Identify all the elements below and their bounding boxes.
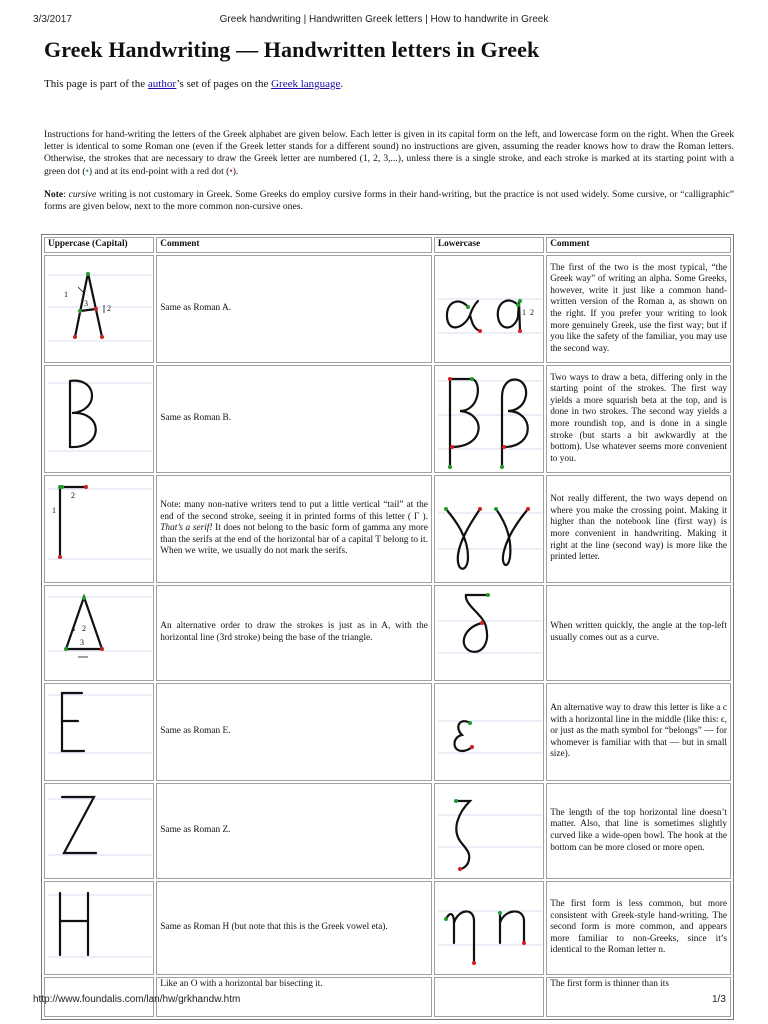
green-dot-icon: • — [85, 165, 89, 177]
table-row-gamma — [44, 475, 731, 583]
epsilon-lower-comment: An alternative way to draw this letter is like a c with a horizontal line in the middle (like this: ϵ, or just as the math symbol for “belongs” — for whomever is familiar with that — but in small size). — [546, 683, 731, 781]
print-date: 3/3/2017 — [33, 14, 72, 25]
stroke-number: 2 — [71, 491, 75, 500]
instructions-text-end: ). — [232, 165, 239, 177]
table-row-eta — [44, 881, 731, 975]
instructions-text-middle: ) and at its end-point with a red dot ( — [88, 165, 230, 177]
gamma-lower-comment: Not really different, the two ways depend on where you make the crossing point. Making it higher than the notebook line (first way) is more convenient in handwriting. Making it right at the line (second way) is more like the printed letter. — [546, 475, 731, 583]
epsilon-lower-drawing — [434, 683, 544, 781]
beta-lower-comment: Two ways to draw a beta, differing only in the starting point of the strokes. The first way yields a more squarish beta at the top, and is done in two strokes. The second way yields a more roundish top, and is done in a single stroke (but starts a bit awkwardly at the bottom). Use whatever seems more convenient to you. — [546, 365, 731, 473]
stroke-number: 3 — [84, 299, 88, 308]
header-lowercase: Lowercase — [434, 237, 544, 253]
theta-upper-comment: Like an O with a horizontal bar bisecting it. — [156, 977, 432, 1017]
table-header-row — [44, 237, 731, 253]
beta-upper-drawing — [44, 365, 154, 473]
beta-upper-comment: Same as Roman B. — [156, 365, 432, 473]
note-cursive-word: cursive — [68, 189, 97, 200]
stroke-number: 2 — [529, 308, 534, 317]
epsilon-upper-comment: Same as Roman E. — [156, 683, 432, 781]
table-row-alpha — [44, 255, 731, 363]
alpha-upper-drawing — [44, 255, 154, 363]
stroke-number: 1 — [521, 308, 526, 317]
page-number: 1/3 — [712, 994, 726, 1005]
intro-text-middle: ’s set of pages on the — [176, 78, 272, 90]
stroke-number: 2 — [107, 304, 111, 313]
gamma-upper-comment-a: Note: many non-native writers tend to put a little vertical “tail” at the end of the second stroke, seeing it in printed forms of this letter ( Γ ). — [160, 500, 428, 522]
alpha-lower-drawing — [434, 255, 544, 363]
gamma-upper-comment-b: It does not belong to the basic form of gamma any more than the serifs at the end of the horizontal bar of a capital T belong to it. When we write, we usually do not mark the serifs. — [160, 523, 428, 557]
print-footer — [0, 994, 768, 1010]
delta-upper-drawing — [44, 585, 154, 681]
eta-lower-drawing — [434, 881, 544, 975]
table-row-epsilon — [44, 683, 731, 781]
page-url: http://www.foundalis.com/lan/hw/grkhandw.htm — [33, 994, 241, 1005]
stroke-number: 3 — [80, 638, 84, 647]
eta-lower-comment: The first form is less common, but more consistent with Greek-style hand-writing. The second form is more common, and appears more familiar to non-Greeks, since it’s identical to the Roman letter n. — [546, 881, 731, 975]
author-link[interactable]: author — [147, 78, 177, 90]
delta-lower-comment: When written quickly, the angle at the top-left usually comes out as a curve. — [546, 585, 731, 681]
intro-text-after: . — [340, 78, 344, 90]
print-page-title: Greek handwriting | Handwritten Greek letters | How to handwrite in Greek — [219, 14, 549, 25]
instructions-text: Instructions for hand-writing the letters of the Greek alphabet are given below. Each letter is given in its capital form on the left, and lowercase form on the right. When the Greek letter is identical to some Roman one (even if the Greek letter stands for a different sound) no instructions are given, assuming the reader knows how to draw the Roman letters. Otherwise, the strokes that are necessary to draw the Greek letter are numbered (1, 2, 3,...), unless there is a single stroke, and each stroke is marked at its starting point with a green dot ( — [44, 129, 734, 177]
table-row-beta — [44, 365, 731, 473]
note-text: writing is not customary in Greek. Some Greeks do employ cursive forms in their hand-writing, but the practice is not used widely. Some cursive, or “calligraphic” forms are given below, next to the more common non-cursive ones. — [44, 189, 734, 213]
epsilon-upper-drawing — [44, 683, 154, 781]
theta-lower-comment: The first form is thinner than its — [546, 977, 731, 1017]
eta-upper-drawing — [44, 881, 154, 975]
page-title: Greek Handwriting — Handwritten letters in Greek — [44, 37, 540, 62]
stroke-number: 1 — [72, 624, 76, 633]
intro-line — [44, 78, 343, 90]
table-row-zeta — [44, 783, 731, 879]
zeta-upper-drawing — [44, 783, 154, 879]
note-colon: : — [63, 189, 69, 200]
zeta-lower-drawing — [434, 783, 544, 879]
eta-upper-comment: Same as Roman H (but note that this is the Greek vowel eta). — [156, 881, 432, 975]
note-paragraph — [44, 189, 734, 213]
alpha-lower-comment: The first of the two is the most typical, “the Greek way” of writing an alpha. Some Greeks, however, write it just like a common hand-written version of the Roman a, as shown on the right. If you prefer your writing to look more genuinely Greek, use the first way; but if you like the safety of the familiar, you may use the second way. — [546, 255, 731, 363]
delta-lower-drawing — [434, 585, 544, 681]
header-uppercase: Uppercase (Capital) — [44, 237, 154, 253]
alpha-upper-comment: Same as Roman A. — [156, 255, 432, 363]
letters-table — [41, 234, 734, 1020]
gamma-upper-comment-em: That’s a serif! — [160, 523, 213, 534]
gamma-lower-drawing — [434, 475, 544, 583]
zeta-upper-comment: Same as Roman Z. — [156, 783, 432, 879]
gamma-upper-comment — [156, 475, 432, 583]
table-row-delta — [44, 585, 731, 681]
gamma-upper-drawing — [44, 475, 154, 583]
stroke-number: 1 — [64, 290, 68, 299]
print-header — [0, 14, 768, 30]
note-label: Note — [44, 189, 64, 200]
stroke-number: 2 — [82, 624, 86, 633]
intro-text-before: This page is part of the — [44, 78, 148, 90]
greek-language-link[interactable]: Greek language — [271, 78, 341, 90]
beta-lower-drawing — [434, 365, 544, 473]
header-comment-upper: Comment — [156, 237, 432, 253]
red-dot-icon: • — [229, 165, 233, 177]
delta-upper-comment: An alternative order to draw the strokes is just as in A, with the horizontal line (3rd stroke) being the base of the triangle. — [156, 585, 432, 681]
stroke-number: 1 — [52, 506, 56, 515]
zeta-lower-comment: The length of the top horizontal line doesn’t matter. Also, that line is sometimes slightly curved like a wide-open bowl. The hook at the bottom can be more closed or more open. — [546, 783, 731, 879]
header-comment-lower: Comment — [546, 237, 731, 253]
instructions-paragraph — [44, 129, 734, 178]
